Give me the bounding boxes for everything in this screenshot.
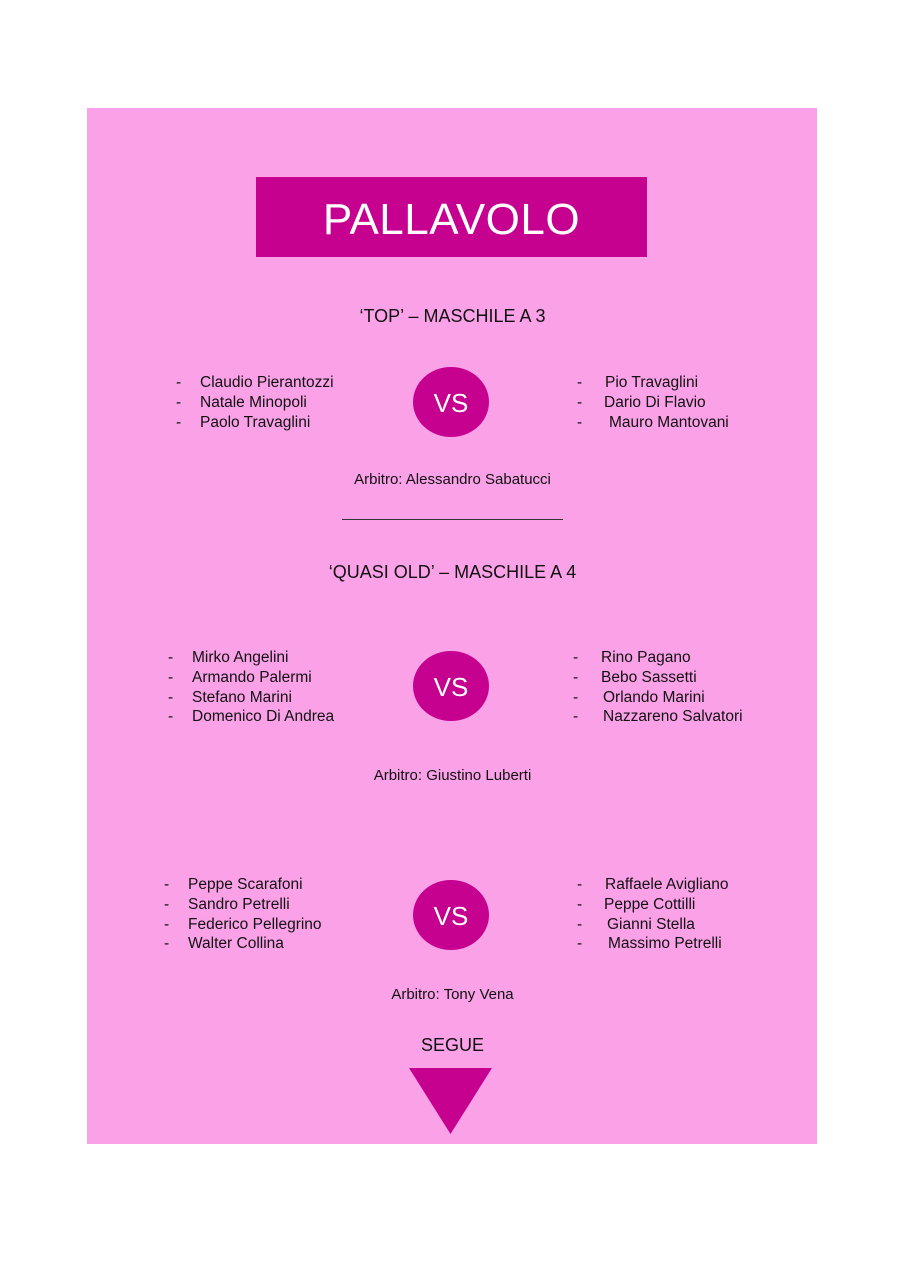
player-item: [168, 707, 334, 727]
dash: -: [573, 668, 579, 686]
dash: -: [577, 374, 583, 391]
player-name: Domenico Di Andrea: [192, 708, 335, 726]
player-name: Paolo Travaglini: [200, 413, 311, 431]
match-3-team-left: [164, 875, 322, 954]
dash: -: [164, 876, 170, 893]
player-item: [164, 895, 322, 915]
player-name: Nazzareno Salvatori: [603, 708, 743, 726]
player-item: [168, 648, 334, 668]
player-name: Bebo Sassetti: [601, 668, 697, 686]
player-item: [168, 688, 334, 708]
player-item: [577, 393, 729, 413]
player-item: [176, 413, 334, 433]
player-name: Natale Minopoli: [200, 393, 307, 411]
match-1-team-left: [176, 373, 334, 432]
player-name: Federico Pellegrino: [188, 915, 322, 933]
player-name: Peppe Cottilli: [604, 895, 696, 913]
player-name: Mauro Mantovani: [609, 413, 729, 431]
dash: -: [164, 915, 170, 933]
player-name: Armando Palermi: [192, 668, 312, 686]
player-item: [573, 707, 743, 727]
dash: -: [577, 393, 583, 411]
player-item: [577, 934, 729, 954]
player-item: [577, 915, 729, 935]
dash: -: [573, 708, 579, 726]
player-name: Mirko Angelini: [192, 649, 289, 666]
dash: -: [176, 393, 182, 411]
segue-label: SEGUE: [420, 1035, 485, 1055]
player-item: [573, 648, 743, 668]
match-2-team-right: [573, 648, 743, 727]
dash: -: [577, 915, 583, 933]
player-name: Rino Pagano: [601, 649, 691, 666]
player-name: Raffaele Avigliano: [605, 876, 729, 893]
player-item: [176, 373, 334, 393]
match-2-category: ‘QUASI OLD’ – MASCHILE A 4: [328, 562, 577, 582]
dash: -: [164, 935, 170, 953]
player-item: [573, 688, 743, 708]
dash: -: [573, 649, 579, 666]
dash: -: [577, 895, 583, 913]
down-triangle-icon: [409, 1068, 492, 1134]
dash: -: [176, 413, 182, 431]
player-item: [577, 373, 729, 393]
dash: -: [176, 374, 182, 391]
title-banner: PALLAVOLO: [256, 177, 647, 257]
dash: -: [164, 895, 170, 913]
player-name: Sandro Petrelli: [188, 895, 290, 913]
player-name: Stefano Marini: [192, 688, 292, 706]
player-name: Pio Travaglini: [605, 374, 699, 391]
dash: -: [168, 649, 174, 666]
player-item: [164, 934, 322, 954]
match-3-team-right: [577, 875, 729, 954]
dash: -: [168, 688, 174, 706]
dash: -: [168, 708, 174, 726]
player-name: Massimo Petrelli: [608, 935, 722, 953]
match-3-referee: Arbitro: Tony Vena: [391, 986, 514, 1003]
player-item: [577, 875, 729, 895]
match-3-vs-badge: VS: [413, 880, 489, 950]
dash: -: [168, 668, 174, 686]
player-item: [168, 668, 334, 688]
player-name: Gianni Stella: [607, 915, 695, 933]
player-name: Claudio Pierantozzi: [200, 374, 334, 391]
player-name: Peppe Scarafoni: [188, 876, 303, 893]
section-divider: [342, 519, 563, 520]
match-2-vs-badge: VS: [413, 651, 489, 721]
match-1-vs-badge: VS: [413, 367, 489, 437]
match-1-category: ‘TOP’ – MASCHILE A 3: [359, 306, 546, 326]
player-item: [573, 668, 743, 688]
player-item: [176, 393, 334, 413]
dash: -: [577, 935, 583, 953]
player-name: Dario Di Flavio: [604, 393, 706, 411]
player-item: [164, 915, 322, 935]
player-name: Walter Collina: [188, 935, 284, 953]
match-1-referee: Arbitro: Alessandro Sabatucci: [354, 471, 551, 488]
dash: -: [577, 876, 583, 893]
player-item: [577, 895, 729, 915]
player-item: [164, 875, 322, 895]
match-1-team-right: [577, 373, 729, 432]
player-item: [577, 413, 729, 433]
player-name: Orlando Marini: [603, 688, 705, 706]
match-2-referee: Arbitro: Giustino Luberti: [373, 767, 532, 784]
dash: -: [573, 688, 579, 706]
match-2-team-left: [168, 648, 334, 727]
dash: -: [577, 413, 583, 431]
